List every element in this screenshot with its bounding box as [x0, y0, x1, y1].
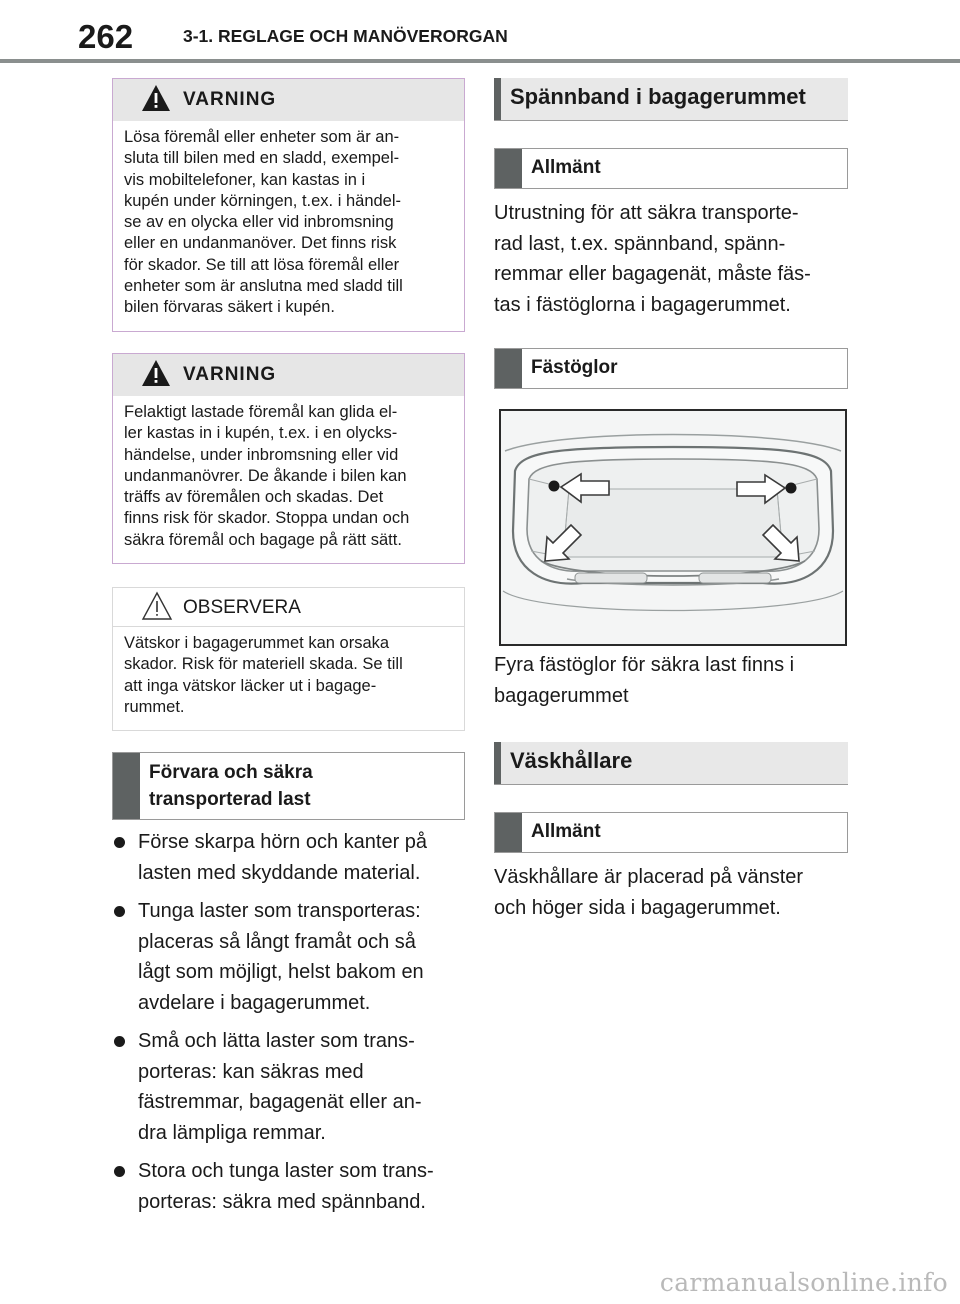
subheading-lashing-eyes: [494, 348, 848, 389]
bullet-icon: [114, 906, 125, 917]
text-line: dra lämpliga remmar.: [138, 1121, 326, 1144]
text-line: undanmanövrer. De åkande i bilen kan: [124, 466, 407, 485]
warning-text: [113, 121, 464, 319]
header-rule: [0, 59, 960, 63]
heading-text: Allmänt: [531, 157, 601, 178]
text-line: lågt som möjligt, helst bakom en: [138, 961, 424, 983]
text-line: remmar eller bagagenät, måste fäs-: [494, 263, 811, 285]
text-line: bagagerummet: [494, 684, 629, 707]
text-line: finns risk för skador. Stoppa undan och: [124, 509, 410, 528]
text-line: och höger sida i bagagerummet.: [494, 896, 781, 919]
trunk-lashing-eyes-illustration: [499, 409, 847, 646]
list-item: [112, 896, 472, 1018]
text-line: eller en undanmanöver. Det finns risk: [124, 234, 397, 253]
caution-header: [113, 588, 464, 627]
text-line: se av en olycka eller vid inbromsning: [124, 213, 394, 232]
text-line: ler kastas in i kupén, t.ex. i en olycks-: [124, 424, 398, 443]
warning-box-loose-objects: [112, 78, 465, 332]
caution-title: OBSERVERA: [183, 597, 301, 618]
subheading-general-1: [494, 148, 848, 189]
caution-text: [113, 627, 464, 718]
text-line: tas i fästöglorna i bagagerummet.: [494, 293, 791, 316]
text-line: händelse, under inbromsning eller vid: [124, 445, 399, 464]
heading-text: [149, 759, 313, 813]
caution-box-liquids: [112, 587, 465, 731]
text-line: sluta till bilen med en sladd, exempel-: [124, 149, 400, 168]
warning-box-incorrect-loading: [112, 353, 465, 564]
section-heading-lashing-straps: [494, 78, 848, 121]
heading-text: Fästöglor: [531, 357, 618, 378]
bullet-icon: [114, 1036, 125, 1047]
text-line: fästremmar, bagagenät eller an-: [138, 1091, 422, 1113]
warning-text: [113, 396, 464, 551]
heading-bar: [495, 149, 522, 188]
text-line: Små och lätta laster som trans-: [138, 1030, 415, 1052]
caution-outline-triangle-icon: [141, 591, 173, 621]
section-heading-bag-holder: [494, 742, 848, 785]
bag-holder-paragraph: [494, 862, 854, 923]
text-line: bilen förvaras säkert i kupén.: [124, 298, 335, 317]
list-item: [112, 1156, 472, 1217]
heading-line: transporterad last: [149, 789, 311, 810]
watermark: carmanualsonline.info: [659, 1268, 948, 1297]
lashing-paragraph: [494, 198, 854, 320]
text-line: för skador. Se till att lösa föremål eller: [124, 255, 400, 274]
text-line: Stora och tunga laster som trans-: [138, 1160, 434, 1182]
text-line: enheter som är anslutna med sladd till: [124, 277, 403, 296]
warning-title: VARNING: [183, 364, 277, 385]
text-line: Utrustning för att säkra transporte-: [494, 202, 799, 224]
heading-bar: [494, 742, 501, 784]
section-heading-store-secure-cargo: [112, 752, 465, 820]
list-item: [112, 827, 472, 888]
heading-bar: [494, 78, 501, 120]
heading-text: Spännband i bagagerummet: [510, 84, 806, 109]
bullet-icon: [114, 837, 125, 848]
text-line: Felaktigt lastade föremål kan glida el-: [124, 403, 398, 421]
text-line: porteras: säkra med spännband.: [138, 1190, 426, 1213]
heading-bar: [113, 753, 140, 819]
text-line: säkra föremål och bagage på rätt sätt.: [124, 530, 402, 549]
text-line: kupén under körningen, t.ex. i händel-: [124, 191, 402, 210]
text-line: att inga vätskor läcker ut i bagage-: [124, 676, 377, 695]
text-line: Tunga laster som transporteras:: [138, 900, 421, 922]
warning-triangle-icon: [141, 84, 171, 112]
page-number: 262: [78, 18, 134, 55]
text-line: träffs av föremålen och skadas. Det: [124, 488, 384, 507]
text-line: placeras så långt framåt och så: [138, 930, 416, 953]
subheading-general-2: [494, 812, 848, 853]
warning-header: [113, 354, 464, 396]
text-line: rad last, t.ex. spännband, spänn-: [494, 232, 786, 255]
heading-line: Förvara och säkra: [149, 762, 313, 783]
heading-text: Väskhållare: [510, 748, 633, 773]
list-item: [112, 1026, 472, 1148]
warning-triangle-icon: [141, 359, 171, 387]
text-line: Lösa föremål eller enheter som är an-: [124, 128, 400, 146]
heading-bar: [495, 813, 522, 852]
figure-caption: [494, 650, 854, 711]
text-line: Väskhållare är placerad på vänster: [494, 866, 804, 888]
chapter-title: 3-1. REGLAGE OCH MANÖVERORGAN: [183, 26, 508, 46]
text-line: avdelare i bagagerummet.: [138, 991, 371, 1014]
text-line: lasten med skyddande material.: [138, 861, 421, 884]
text-line: Vätskor i bagagerummet kan orsaka: [124, 634, 390, 652]
bullet-icon: [114, 1166, 125, 1177]
text-line: skador. Risk för materiell skada. Se till: [124, 655, 403, 674]
text-line: rummet.: [124, 697, 185, 716]
warning-title: VARNING: [183, 89, 277, 110]
cargo-bullet-list: [112, 827, 472, 1225]
heading-text: Allmänt: [531, 821, 601, 842]
trunk-illustration-svg: [501, 411, 845, 644]
heading-bar: [495, 349, 522, 388]
text-line: vis mobiltelefoner, kan kastas in i: [124, 170, 366, 189]
warning-header: [113, 79, 464, 121]
text-line: Förse skarpa hörn och kanter på: [138, 831, 428, 853]
text-line: porteras: kan säkras med: [138, 1060, 364, 1083]
text-line: Fyra fästöglor för säkra last finns i: [494, 654, 795, 676]
